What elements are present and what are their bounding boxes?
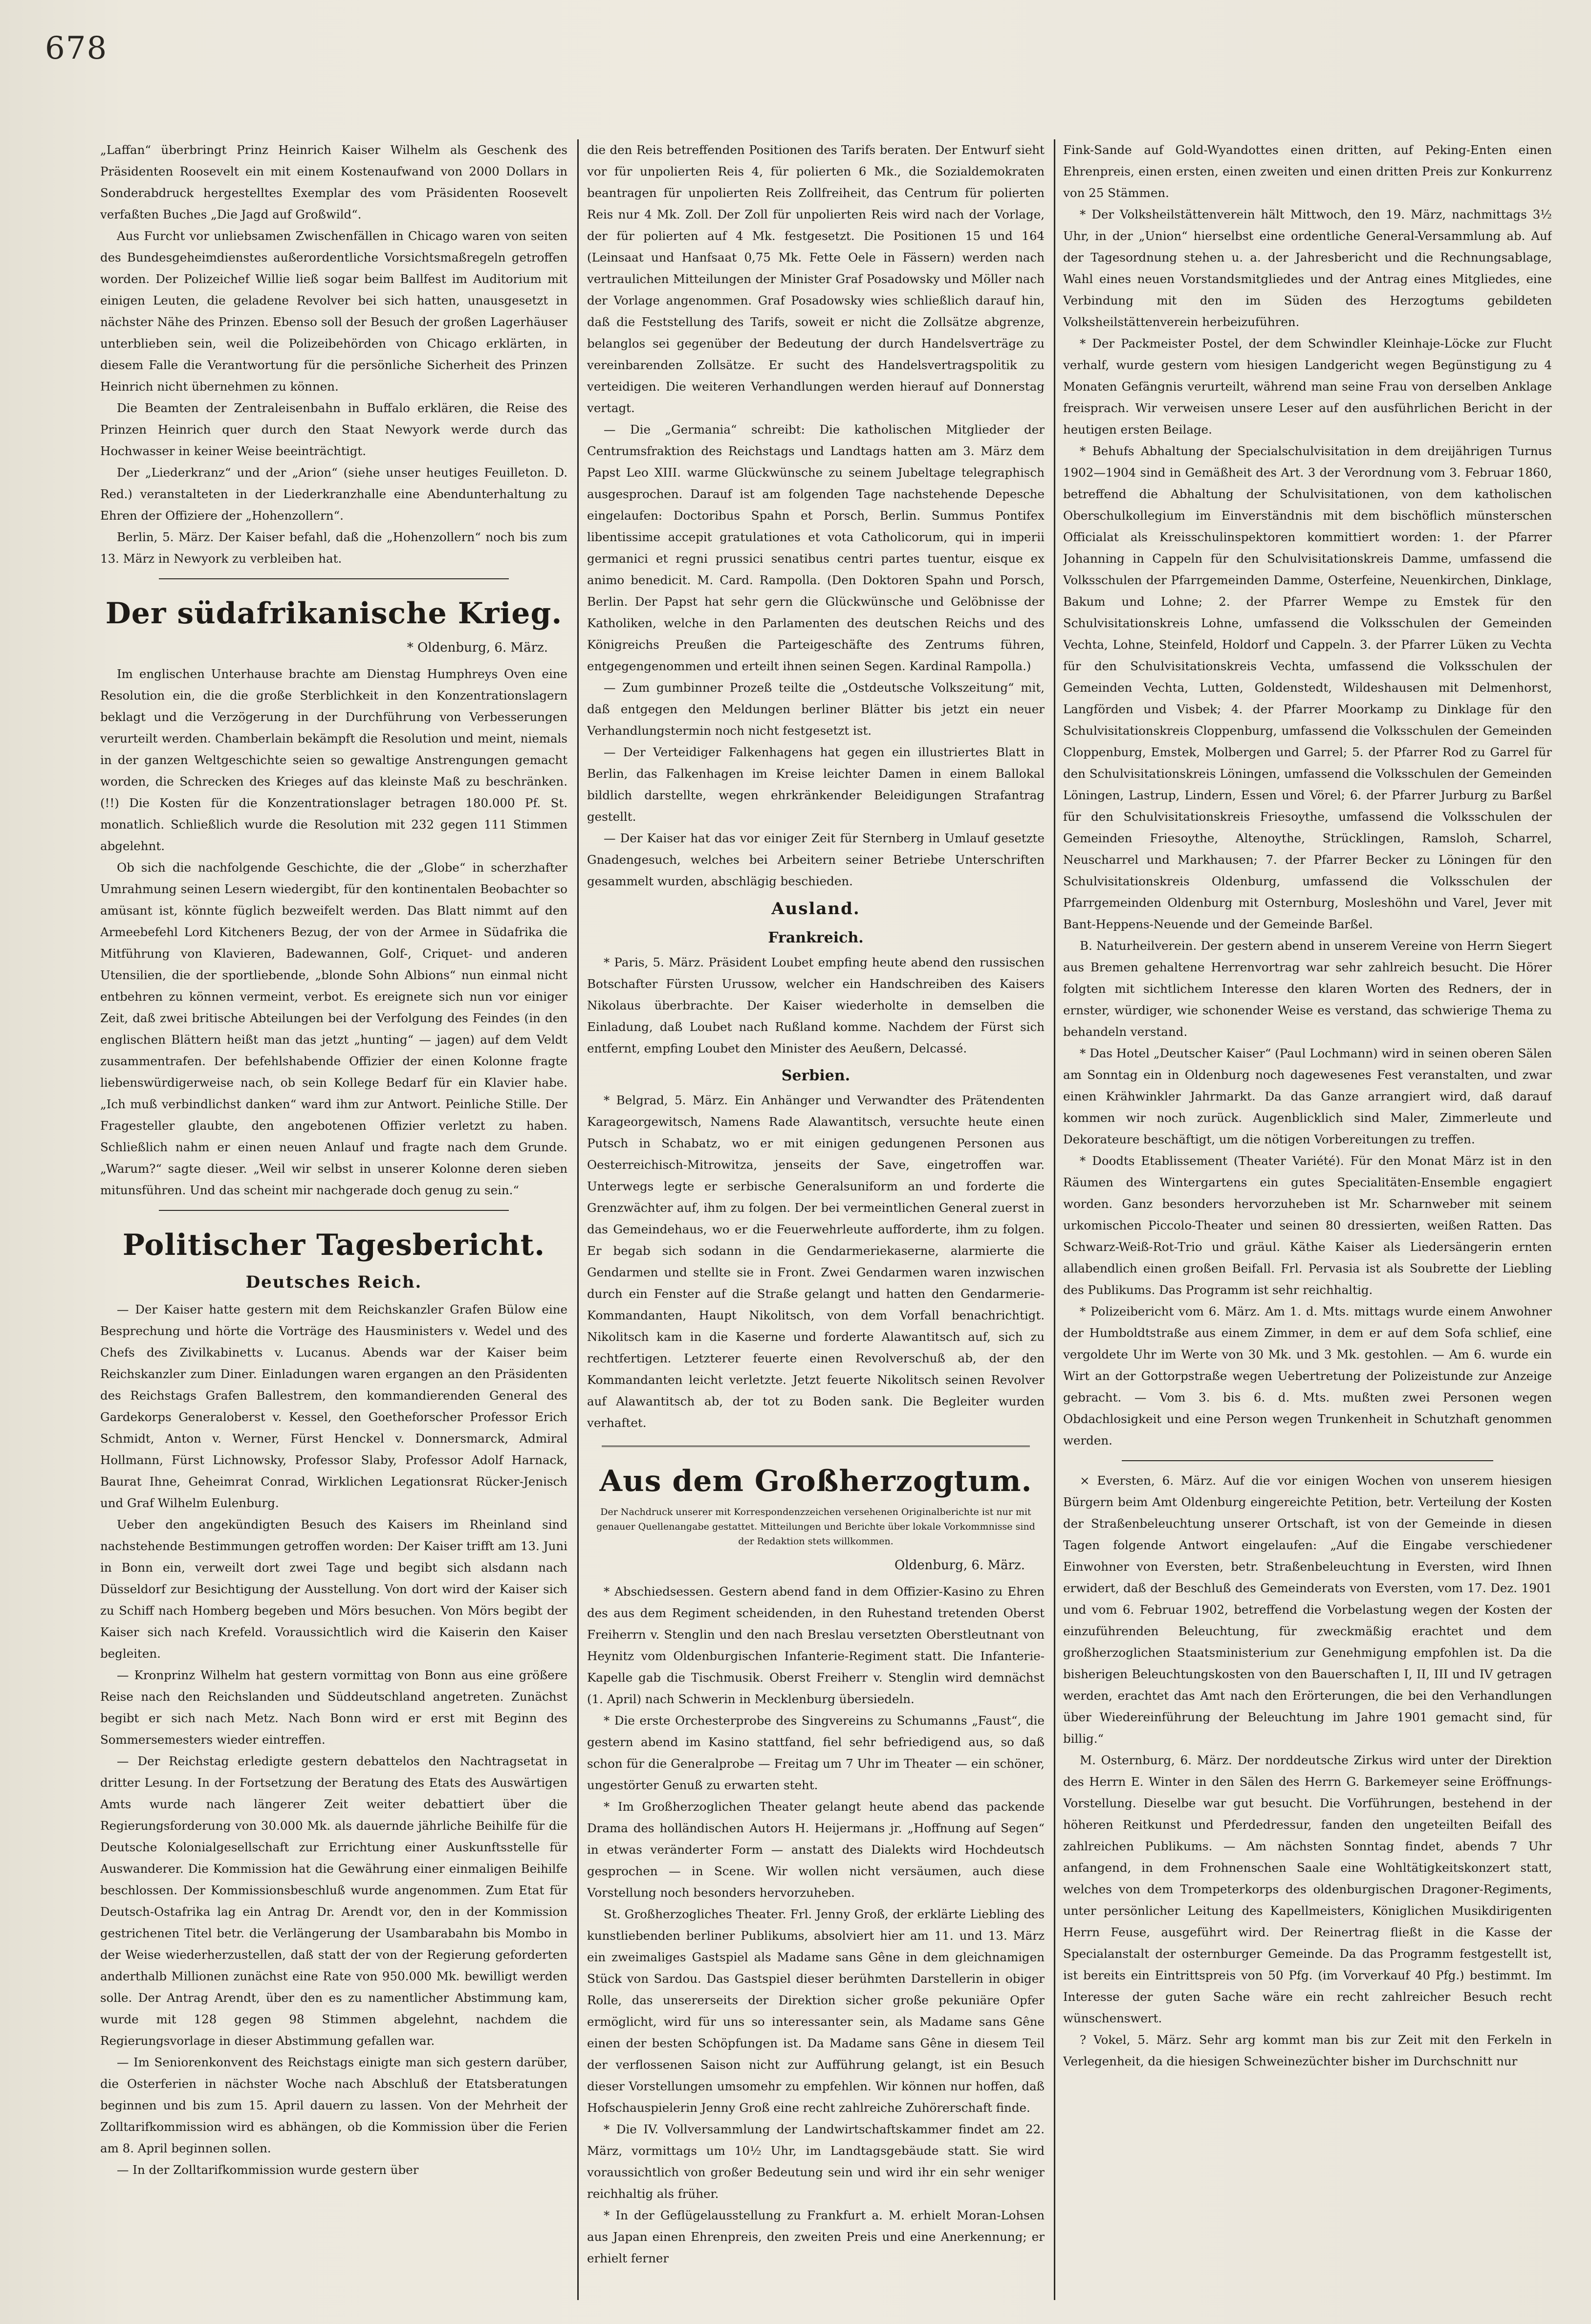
section-heading: Der südafrikanische Krieg. (105, 596, 563, 631)
article-paragraph: Im englischen Unterhause brachte am Dienstag Humphreys Oven eine Resolution ein, die die große Sterblichkeit in den Konzentrationslagern beklagt und die Verzögerung in der Durchführung von Verbesserungen verurteilt werden. Chamberlain bekämpft die Resolution und meint, niemals in der ganzen Weltgeschichte seien so gewaltige Anstrengungen gemacht worden, die Schrecken des Krieges auf das kleinste Maß zu beschränken. (!!) Die Kosten für die Konzentrationslager betragen 180.000 Pf. St. monatlich. Schließlich wurde die Resolution mit 232 gegen 111 Stimmen abgelehnt. (100, 667, 567, 853)
article-paragraph: ? Vokel, 5. März. Sehr arg kommt man bis zur Zeit mit den Ferkeln in Verlegenheit, da die hiesigen Schweinezüchter bisher im Durchschnitt nur (1063, 2033, 1552, 2068)
article-paragraph: × Eversten, 6. März. Auf die vor einigen Wochen von unserem hiesigen Bürgern beim Amt Oldenburg eingereichte Petition, betr. Verteilung der Kosten der Straßenbeleuchtung unserer Ortschaft, ist von der Gemeinde in diesen Tagen folgende Antwort eingelaufen: „Auf die Eingabe verschiedener Einwohner von Eversten, betr. Straßenbeleuchtung in Eversten, wird Ihnen erwidert, daß der Beschluß des Gemeinderats von Eversten, vom 17. Dez. 1901 und vom 6. Februar 1902, betreffend die Vorbelastung wegen der Kosten der einzuführenden Beleuchtung, für zweckmäßig erachtet und dem großherzoglichen Staatsministerium zur Genehmigung empfohlen ist. Da die bisherigen Beleuchtungskosten von den Bauerschaften I, II, III und IV getragen werden, erachtet das Amt nach den Erörterungen, die bei den Verhandlungen über Wiedereinführung der Beleuchtung im Jahre 1901 gemacht sind, für billig.“ (1063, 1473, 1552, 1746)
section-divider (1122, 1460, 1493, 1461)
article-paragraph: — Der Kaiser hatte gestern mit dem Reichskanzler Grafen Bülow eine Besprechung und hörte die Vorträge des Hausministers v. Wedel und des Chefs des Zivilkabinetts v. Lucanus. Abends war der Kaiser beim Reichskanzler zum Diner. Einladungen waren ergangen an den Präsidenten des Reichstags Grafen Ballestrem, den kommandierenden General des Gardekorps Generaloberst v. Kessel, den Goetheforscher Professor Erich Schmidt, Anton v. Werner, Fürst Henckel v. Donnersmarck, Admiral Hollmann, Fürst Lichnowsky, Professor Slaby, Professor Adolf Harnack, Baurat Ihne, Geheimrat Conrad, Wirklichen Legationsrat Rücker-Jenisch und Graf Wilhelm Eulenburg. (100, 1302, 567, 1510)
section-divider (159, 1210, 509, 1211)
article-paragraph: — Im Seniorenkonvent des Reichstags einigte man sich gestern darüber, die Osterferien in nächster Woche nach Abschluß der Etatsberatungen beginnen und bis zum 15. April dauern zu lassen. Von der Mehrheit der Zolltarifkommission wird es abhängen, ob die Kommission über die Ferien am 8. April beginnen sollen. (100, 2055, 567, 2155)
article-paragraph: * In der Geflügelausstellung zu Frankfurt a. M. erhielt Moran-Lohsen aus Japan einen Ehrenpreis, den zweiten Preis und eine Anerkennung; er erhielt ferner (587, 2208, 1045, 2265)
article-paragraph: * Abschiedsessen. Gestern abend fand in dem Offizier-Kasino zu Ehren des aus dem Regiment scheidenden, in den Ruhestand tretenden Oberst Freiherrn v. Stenglin und den nach Breslau versetzten Oberstleutnant von Heynitz vom Oldenburgischen Infanterie-Regiment statt. Die Infanterie-Kapelle gab die Tischmusik. Oberst Freiherr v. Stenglin wird demnächst (1. April) nach Schwerin in Mecklenburg übersiedeln. (587, 1584, 1045, 1706)
article-paragraph: * Die erste Orchesterprobe des Singvereins zu Schumanns „Faust“, die gestern abend im Kasino stattfand, fiel sehr befriedigend aus, so daß schon für die Generalprobe — Freitag um 7 Uhr im Theater — ein schöner, ungestörter Genuß zu erwarten steht. (587, 1713, 1045, 1792)
article-paragraph: Ueber den angekündigten Besuch des Kaisers im Rheinland sind nachstehende Bestimmungen getroffen worden: Der Kaiser trifft am 13. Juni in Bonn ein, verweilt dort zwei Tage und begibt sich alsdann nach Düsseldorf zur Besichtigung der Ausstellung. Von dort wird der Kaiser sich zu Schiff nach Homberg begeben und Mörs besuchen. Von Mörs begibt der Kaiser sich nach Krefeld. Voraussichtlich wird die Kaiserin den Kaiser begleiten. (100, 1517, 567, 1661)
article-paragraph: Der „Liederkranz“ und der „Arion“ (siehe unser heutiges Feuilleton. D. Red.) veranstalteten in der Liederkranzhalle eine Abendunterhaltung zu Ehren der Offiziere der „Hohenzollern“. (100, 465, 567, 523)
article-paragraph: * Belgrad, 5. März. Ein Anhänger und Verwandter des Prätendenten Karageorgewitsch, Namens Rade Alawantitsch, versuchte heute einen Putsch in Schabatz, wo er mit einigen gedungenen Personen aus Oesterreichisch-Mitrowitza, jenseits der Save, eingetroffen war. Unterwegs legte er serbische Generalsuniform an und forderte die Grenzwächter auf, ihm zu folgen. Der bei vermeintlichen General zuerst in das Gemeindehaus, wo er die Feuerwehrleute aufforderte, ihm zu folgen. Er begab sich sodann in die Gendarmeriekaserne, alarmierte die Gendarmen und stellte sie in Front. Zwei Gendarmen waren inzwischen durch ein Fenster auf die Straße gelangt und hatten den Gendarmerie-Kommandanten, Haupt Nikolitsch, von dem Vorfall benachrichtigt. Nikolitsch kam in die Kaserne und forderte Alawantitsch auf, sich zu rechtfertigen. Letzterer feuerte einen Revolverschuß ab, der den Kommandanten leicht verletzte. Jetzt feuerte Nikolitsch seinen Revolver auf Alawantitsch ab, der tot zu Boden sank. Die Begleiter wurden verhaftet. (587, 1093, 1045, 1430)
section-divider (159, 578, 509, 579)
article-paragraph: * Der Volksheilstättenverein hält Mittwoch, den 19. März, nachmittags 3½ Uhr, in der „Union“ hierselbst eine ordentliche General-Versammlung ab. Auf der Tagesordnung stehen u. a. der Jahresbericht und die Rechnungsablage, Wahl eines neuen Vorstandsmitgliedes und der Antrag eines Mitgliedes, eine Verbindung mit den im Süden des Herzogtums gebildeten Volksheilstättenverein herbeizuführen. (1063, 207, 1552, 329)
article-paragraph: — In der Zolltarifkommission wurde gestern über (117, 2163, 419, 2177)
article-paragraph: * Doodts Etablissement (Theater Variété). Für den Monat März ist in den Räumen des Wintergartens ein gutes Specialitäten-Ensemble engagiert worden. Ganz besonders hervorzuheben ist Mr. Scharnweber mit seinem urkomischen Piccolo-Theater und seinen 80 dressierten, weißen Ratten. Das Schwarz-Weiß-Rot-Trio und gräul. Käthe Kaiser als Liedersängerin ernten allabendlich einen großen Beifall. Frl. Pervasia ist als Soubrette der Liebling des Publikums. Das Programm ist sehr reichhaltig. (1063, 1154, 1552, 1297)
section-heading: Aus dem Großherzogtum. (599, 1464, 1032, 1498)
dateline: Oldenburg, 6. März. (894, 1558, 1025, 1573)
article-paragraph: B. Naturheilverein. Der gestern abend in unserem Vereine von Herrn Siegert aus Bremen gehaltene Herrenvortrag war sehr zahlreich besucht. Die Hörer folgten mit sichtlichem Interesse den klaren Worten des Redners, der in ernster, würdiger, wie schonender Weise es verstand, das schwierige Thema zu behandeln verstand. (1063, 939, 1552, 1039)
article-paragraph: * Polizeibericht vom 6. März. Am 1. d. Mts. mittags wurde einem Anwohner der Humboldtstraße aus einem Zimmer, in dem er auf dem Sofa schlief, eine vergoldete Uhr im Werte von 30 Mk. und 3 Mk. gestohlen. — Am 6. wurde ein Wirt an der Gottorpstraße wegen Uebertretung der Polizeistunde zur Anzeige gebracht. — Vom 3. bis 6. d. Mts. mußten zwei Personen wegen Obdachlosigkeit und eine Person wegen Trunkenheit in Schutzhaft genommen werden. (1063, 1304, 1552, 1447)
article-paragraph: Berlin, 5. März. Der Kaiser befahl, daß die „Hohenzollern“ noch bis zum 13. März in Newyork zu verbleiben hat. (100, 530, 567, 566)
column-rule (1054, 139, 1055, 2300)
page-number: 678 (45, 30, 108, 66)
article-paragraph: M. Osternburg, 6. März. Der norddeutsche Zirkus wird unter der Direktion des Herrn E. Winter in den Sälen des Herrn G. Barkemeyer seine Eröffnungs-Vorstellung. Dieselbe war gut besucht. Die Vorführungen, bestehend in der höheren Reitkunst und Pferdedressur, fanden den ungeteilten Beifall des zahlreichen Publikums. — Am nächsten Sonntag findet, abends 7 Uhr anfangend, in dem Frohnenschen Saale eine Wohltätigkeitskonzert statt, welches von dem Trompeterkorps des oldenburgischen Dragoner-Regiments, unter persönlicher Leitung des Kapellmeisters, Königlichen Musikdirigenten Herrn Feuse, ausgeführt wird. Der Reinertrag fließt in die Kasse der Specialanstalt der osternburger Gemeinde. Da das Programm festgestellt ist, ist bereits ein Eintrittspreis von 50 Pfg. (im Vorverkauf 40 Pfg.) bestimmt. Im Interesse der guten Sache wäre ein recht zahlreicher Besuch recht wünschenswert. (1063, 1753, 1552, 2025)
article-paragraph: Ob sich die nachfolgende Geschichte, die der „Globe“ in scherzhafter Umrahmung seinen Lesern wiedergibt, für den kontinentalen Beobachter so amüsant ist, könnte füglich bezweifelt werden. Das Blatt nimmt auf den Armeebefehl Lord Kitcheners Bezug, der von der Armee in Südafrika die Mitführung von Klavieren, Badewannen, Golf-, Criquet- und anderen Utensilien, die der sportliebende, „blonde Sohn Albions“ nun einmal nicht entbehren zu können vermeint, verbot. Es ereignete sich nun vor einiger Zeit, daß zwei britische Abteilungen bei der Verfolgung des Feindes (in den englischen Blättern heißt man das jetzt „hunting“ — jagen) auf dem Veldt zusammentrafen. Der befehlshabende Offizier der einen Kolonne fragte liebenswürdigerweise nach, ob sein Kollege Bedarf für ein Klavier habe. „Ich muß verbindlichst danken“ ward ihm zur Antwort. Peinliche Stille. Der Fragesteller glaubte, den angebotenen Offizier verletzt zu haben. Schließlich nahm er einen neuen Anlauf und fragte nach dem Grunde. „Warum?“ sagte dieser. „Weil wir selbst in unserer Kolonne deren sieben mitunsführen. Und das scheint mir nachgerade doch genug zu sein.“ (100, 860, 567, 1197)
article-paragraph: Fink-Sande auf Gold-Wyandottes einen dritten, auf Peking-Enten einen Ehrenpreis, einen ersten, einen zweiten und einen dritten Preis zur Konkurrenz von 25 Stämmen. (1063, 143, 1552, 200)
reprint-notice: Der Nachdruck unserer mit Korrespondenzzeichen versehenen Originalberichte ist nur mit genauer Quellenangabe gestattet. Mitteilungen und Berichte über lokale Vorkommnisse sind der Redaktion stets willkommen. (596, 1507, 1035, 1547)
article-paragraph: * Der Packmeister Postel, der dem Schwindler Kleinhaje-Löcke zur Flucht verhalf, wurde gestern vom hiesigen Landgericht wegen Begünstigung zu 4 Monaten Gefängnis verurteilt, während man seine Frau von derselben Anklage freisprach. Wir verweisen unsere Leser auf den ausführlichen Bericht in der heutigen ersten Beilage. (1063, 336, 1552, 437)
article-paragraph: „Laffan“ überbringt Prinz Heinrich Kaiser Wilhelm als Geschenk des Präsidenten Roosevelt ein mit einem Kostenaufwand von 2000 Dollars in Sonderabdruck hergestelltes Exemplar des vom Präsidenten Roosevelt verfaßten Buches „Die Jagd auf Großwild“. (100, 143, 567, 221)
article-paragraph: — Kronprinz Wilhelm hat gestern vormittag von Bonn aus eine größere Reise nach den Reichslanden und Süddeutschland angetreten. Zunächst begibt er sich nach Metz. Nach Bonn wird er erst mit Beginn des Sommersemesters wieder eintreffen. (100, 1668, 567, 1747)
article-paragraph: St. Großherzogliches Theater. Frl. Jenny Groß, der erklärte Liebling des kunstliebenden berliner Publikums, absolviert hier am 11. und 13. März ein zweimaliges Gastspiel als Madame sans Gêne in dem gleichnamigen Stück von Sardou. Das Gastspiel dieser berühmten Darstellerin in obiger Rolle, das unsererseits der Direktion sicher große pekuniäre Opfer ermöglicht, wird für uns so interessanter sein, als Madame sans Gêne einen der besten Schöpfungen ist. Da Madame sans Gêne in diesem Teil der verflossenen Saison nicht zur Aufführung gelangt, ist ein Besuch dieser Vorstellungen umsomehr zu empfehlen. Wir können nur hoffen, daß Hofschauspielerin Jenny Groß eine recht zahlreiche Zuhörerschaft finde. (587, 1907, 1045, 2115)
article-paragraph: — Die „Germania“ schreibt: Die katholischen Mitglieder der Centrumsfraktion des Reichstags und Landtags hatten am 3. März dem Papst Leo XIII. warme Glückwünsche zu seinem Jubeltage telegraphisch ausgesprochen. Darauf ist am folgenden Tage nachstehende Depesche eingelaufen: Doctoribus Spahn et Porsch, Berlin. Summus Pontifex libentissime accepit gratulationes et vota Catholicorum, qui in imperii germanici et regni prussici senatibus centri partes tuentur, eisque ex animo benedicit. M. Card. Rampolla. (Den Doktoren Spahn und Porsch, Berlin. Der Papst hat sehr gern die Glückwünsche und Gelöbnisse der Katholiken, welche in den Parlamenten des deutschen Reichs und des Königreichs Preußen die Parteigeschäfte des Zentrums führen, entgegengenommen und erteilt ihnen seinen Segen. Kardinal Rampolla.) (587, 422, 1045, 673)
article-paragraph: * Das Hotel „Deutscher Kaiser“ (Paul Lochmann) wird in seinen oberen Sälen am Sonntag ein in Oldenburg noch dagewesenes Fest veranstalten, und zwar einen Krähwinkler Jahrmarkt. Da das Ganze arrangiert wird, daß darauf kommen wir noch zurück. Augenblicklich sind Maler, Zimmerleute und Dekorateure beschäftigt, um die nötigen Vorbereitungen zu treffen. (1063, 1046, 1552, 1146)
subsection-heading: Deutsches Reich. (245, 1272, 422, 1292)
section-heading: Politischer Tagesbericht. (122, 1228, 545, 1262)
country-heading: Serbien. (781, 1067, 850, 1084)
country-heading: Frankreich. (768, 929, 864, 946)
article-paragraph: die den Reis betreffenden Positionen des Tarifs beraten. Der Entwurf sieht vor für unpolierten Reis 4, für polierten 6 Mk., die Sozialdemokraten beantragen für unpolierten Reis Zollfreiheit, das Centrum für polierten Reis nur 4 Mk. Zoll. Der Zoll für unpolierten Reis wird nach der Vorlage, der für polierten auf 4 Mk. festgesetzt. Die Positionen 15 und 164 (Leinsaat und Hanfsaat 0,75 Mk. Fette Oele in Fässern) werden nach vertraulichen Mitteilungen der Minister Graf Posadowsky und Möller nach der Vorlage angenommen. Graf Posadowsky wies schließlich darauf hin, daß die Feststellung des Tarifs, soweit er nicht die Zollsätze abgrenze, belanglos sei gegenüber der Bedeutung der durch Handelsverträge zu vereinbarenden Zollsätze. Er sucht des Handelsvertragspolitik zu verteidigen. Die weiteren Verhandlungen werden hierauf auf Donnerstag vertagt. (587, 143, 1045, 415)
article-paragraph: * Im Großherzoglichen Theater gelangt heute abend das packende Drama des holländischen Autors H. Heijermans jr. „Hoffnung auf Segen“ in etwas veränderter Form — anstatt des Dialekts wird Hochdeutsch gesprochen — in Scene. Wir wollen nicht versäumen, auch diese Vorstellung noch besonders hervorzuheben. (587, 1799, 1045, 1900)
article-paragraph: — Der Verteidiger Falkenhagens hat gegen ein illustriertes Blatt in Berlin, das Falkenhagen im Kreise leichter Damen in einem Ballokal bildlich darstellte, wegen ehrkränkender Beleidigungen Strafantrag gestellt. (587, 745, 1045, 824)
dateline: * Oldenburg, 6. März. (407, 640, 548, 655)
column-rule (577, 139, 579, 2300)
article-paragraph: * Behufs Abhaltung der Specialschulvisitation in dem dreijährigen Turnus 1902—1904 sind in Gemäßheit des Art. 3 der Verordnung vom 3. Februar 1860, betreffend die Abhaltung der Schulvisitationen, von dem katholischen Oberschulkollegium im Einverständnis mit dem bischöflich münsterschen Officialat als Kreisschulinspektoren kommittiert worden: 1. der Pfarrer Johanning in Cappeln für den Schulvisitationskreis Damme, umfassend die Volksschulen der Pfarrgemeinden Damme, Osterfeine, Neuenkirchen, Dinklage, Bakum und Lohne; 2. der Pfarrer Wempe zu Emstek für den Schulvisitationskreis Lohne, umfassend die Volksschulen der Gemeinden Vechta, Lohne, Steinfeld, Holdorf und Cappeln. 3. der Pfarrer Lüken zu Vechta für den Schulvisitationskreis Vechta, umfassend die Volksschulen der Gemeinden Vechta, Lutten, Goldenstedt, Wildeshausen mit Delmenhorst, Langförden und Visbek; 4. der Pfarrer Moorkamp zu Dinklage für den Schulvisitationskreis Cloppenburg, umfassend die Volksschulen der Gemeinden Cloppenburg, Emstek, Molbergen und Garrel; 5. der Pfarrer Rod zu Garrel für den Schulvisitationskreis Löningen, umfassend die Volksschulen der Gemeinden Löningen, Lastrup, Lindern, Essen und Vörel; 6. der Pfarrer Jurburg zu Barßel für den Schulvisitationskreis Friesoythe, umfassend die Volksschulen der Gemeinden Friesoythe, Altenoythe, Strücklingen, Ramsloh, Scharrel, Neuscharrel und Markhausen; 7. der Pfarrer Becker zu Löningen für den Schulvisitationskreis Oldenburg, umfassend die Volksschulen der Pfarrgemeinden Oldenburg mit Osternburg, Mosleshöhn und Varel, Jever mit Bant-Heppens-Neuende und der Gemeinde Barßel. (1063, 444, 1552, 931)
column-middle (587, 139, 1045, 2300)
article-paragraph: — Der Kaiser hat das vor einiger Zeit für Sternberg in Umlauf gesetzte Gnadengesuch, welches bei Arbeitern seiner Betriebe Unterschriften gesammelt wurden, abschlägig beschieden. (587, 831, 1045, 888)
article-paragraph: — Zum gumbinner Prozeß teilte die „Ostdeutsche Volkszeitung“ mit, daß entgegen den Meldungen berliner Blätter bis jetzt ein neuer Verhandlungstermin noch nicht festgesetzt ist. (587, 680, 1045, 738)
article-paragraph: * Die IV. Vollversammlung der Landwirtschaftskammer findet am 22. März, vormittags um 10½ Uhr, im Landtagsgebäude statt. Sie wird voraussichtlich von großer Bedeutung sein und wird ihr ein sehr weniger reichhaltig als früher. (587, 2122, 1045, 2201)
column-right (1063, 139, 1552, 2300)
article-paragraph: — Der Reichstag erledigte gestern debattelos den Nachtragsetat in dritter Lesung. In der Fortsetzung der Beratung des Etats des Auswärtigen Amts wurde nach längerer Zeit weiter debattiert über die Regierungsforderung von 30.000 Mk. als dauernde jährliche Beihilfe für die Deutsche Kolonialgesellschaft zur Errichtung einer Auskunftsstelle für Auswanderer. Die Kommission hat die Gewährung einer einmaligen Beihilfe beschlossen. Der Kommissionsbeschluß wurde angenommen. Zum Etat für Deutsch-Ostafrika lag ein Antrag Dr. Arendt vor, den in der Kommission gestrichenen Titel betr. die Verlängerung der Usambarabahn bis Mombo in der Weise wiederherzustellen, daß statt der von der Regierung geforderten anderthalb Millionen zunächst eine Rate von 950.000 Mk. bewilligt werden solle. Der Antrag Arendt, über den es zu namentlicher Abstimmung kam, wurde mit 128 gegen 98 Stimmen abgelehnt, nachdem die Regierungsvorlage in dieser Abstimmung gefallen war. (100, 1754, 567, 2048)
article-paragraph: Die Beamten der Zentraleisenbahn in Buffalo erklären, die Reise des Prinzen Heinrich quer durch den Staat Newyork werde durch das Hochwasser in keiner Weise beeinträchtigt. (100, 401, 567, 458)
column-left (100, 139, 567, 2300)
article-paragraph: Aus Furcht vor unliebsamen Zwischenfällen in Chicago waren von seiten des Bundesgeheimdienstes außerordentliche Vorsichtsmaßregeln getroffen worden. Der Polizeichef Willie ließ sogar beim Ballfest im Auditorium mit einigen Leuten, die geladene Revolver bei sich hatten, unausgesetzt in nächster Nähe des Prinzen. Ebenso soll der Besuch der großen Lagerhäuser unterblieben sein, weil die Polizeibehörden von Chicago erklärten, in diesem Falle die Verantwortung für die persönliche Sicherheit des Prinzen Heinrich nicht übernehmen zu können. (100, 229, 567, 394)
article-paragraph: * Paris, 5. März. Präsident Loubet empfing heute abend den russischen Botschafter Fürsten Urussow, welcher ein Handschreiben des Kaisers Nikolaus überbrachte. Der Kaiser wiederholte in demselben die Einladung, daß Loubet nach Rußland komme. Nachdem der Fürst sich entfernt, empfing Loubet den Minister des Aeußern, Delcassé. (587, 955, 1045, 1055)
subsection-heading: Ausland. (771, 899, 860, 919)
section-divider (602, 1446, 1030, 1447)
